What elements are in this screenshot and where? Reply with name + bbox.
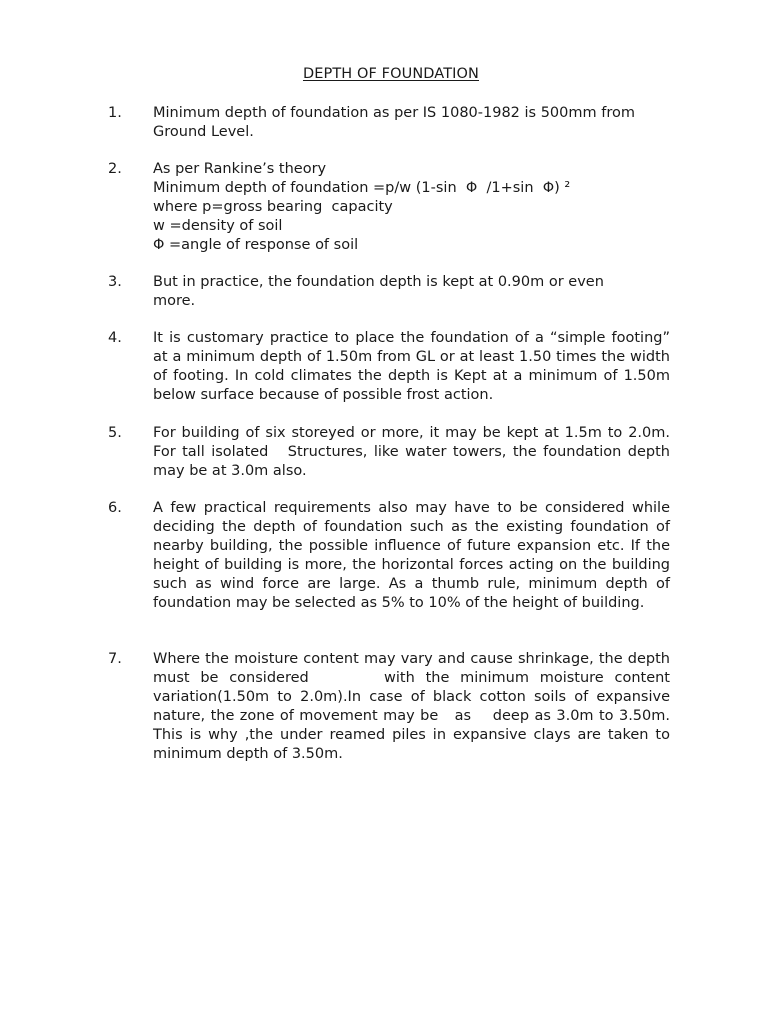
list-item (108, 273, 670, 311)
item-line: Φ =angle of response of soil (153, 237, 359, 253)
list-item (108, 160, 670, 255)
list-item (108, 499, 670, 632)
item-number: 2. (108, 161, 122, 177)
list-item (108, 650, 689, 764)
item-number: 7. (108, 651, 122, 667)
list-item (108, 104, 670, 142)
numbered-list (108, 104, 689, 764)
item-text (153, 160, 670, 255)
list-item (108, 329, 675, 405)
item-line: Minimum depth of foundation =p/w (1-sin Φ /1+sin Φ) ² (153, 180, 571, 196)
item-text: A few practical requirements also may have to be considered while deciding the depth of foundation such as the existing foundation of nearby building, the possible influence of future expansion etc. If the height of building is more, the horizontal forces acting on the building such as wind force are large. As a thumb rule, minimum depth of foundation may be selected as 5% to 10% of the height of building. (153, 500, 670, 611)
item-number: 3. (108, 274, 122, 290)
item-number: 6. (108, 500, 122, 516)
page-title: DEPTH OF FOUNDATION (302, 66, 479, 82)
item-text: But in practice, the foundation depth is kept at 0.90m or even more. (153, 274, 604, 309)
item-text: For building of six storeyed or more, it may be kept at 1.5m to 2.0m. For tall isolated Structures, like water towers, the foundation depth may be at 3.0m also. (153, 425, 675, 479)
item-text: Where the moisture content may vary and cause shrinkage, the depth must be considered with the minimum moisture content variation(1.50m to 2.0m).In case of black cotton soils of expansive nature, the zone of movement may be as deep as 3.0m to 3.50m. This is why ,the under reamed piles in expansive clays are taken to minimum depth of 3.50m. (153, 651, 689, 762)
item-number: 5. (108, 425, 122, 441)
item-number: 1. (108, 105, 122, 121)
item-line: where p=gross bearing capacity (153, 199, 393, 215)
item-line: As per Rankine’s theory (153, 161, 327, 177)
item-number: 4. (108, 330, 122, 346)
item-text: Minimum depth of foundation as per IS 1080-1982 is 500mm from Ground Level. (153, 105, 635, 140)
list-item (108, 424, 675, 481)
item-line: w =density of soil (153, 218, 283, 234)
item-text: It is customary practice to place the foundation of a “simple footing” at a minimum depth of 1.50m from GL or at least 1.50 times the width of footing. In cold climates the depth is Kept at a minimum of 1.50m below surface because of possible frost action. (153, 330, 675, 403)
